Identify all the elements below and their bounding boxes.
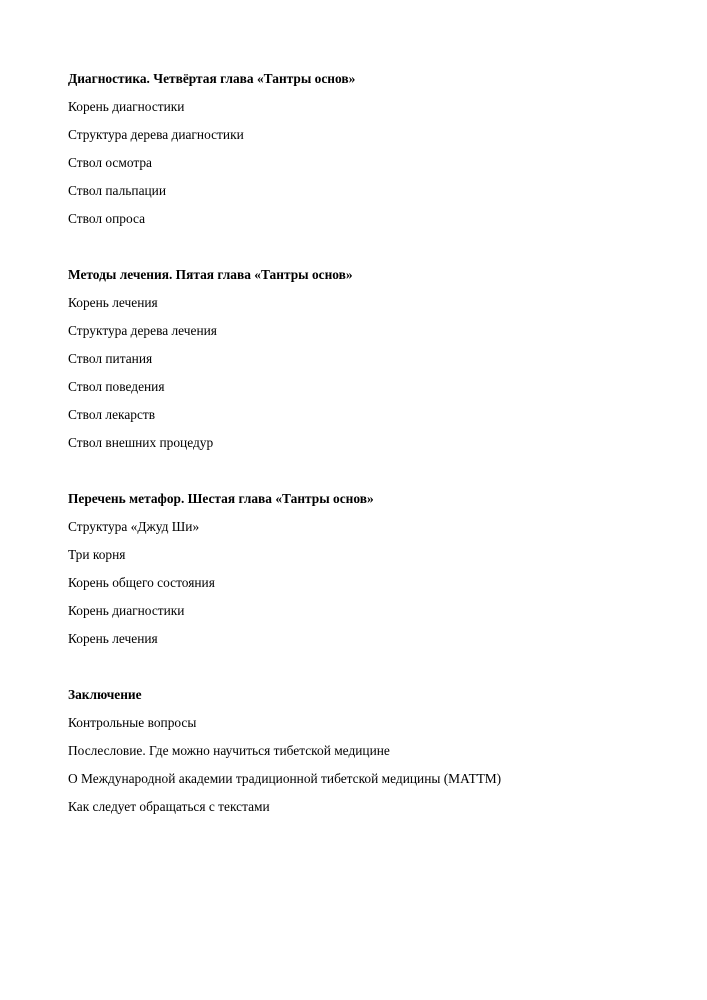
toc-item: Структура дерева диагностики	[68, 127, 244, 142]
section-heading: Диагностика. Четвёртая глава «Тантры основ»	[68, 71, 356, 86]
toc-item: Корень диагностики	[68, 99, 185, 114]
toc-item: Структура дерева лечения	[68, 323, 217, 338]
toc-item: Ствол внешних процедур	[68, 435, 214, 450]
toc-item: Ствол питания	[68, 351, 153, 366]
toc-item: Ствол осмотра	[68, 155, 153, 170]
toc-item: Корень лечения	[68, 631, 158, 646]
section-conclusion	[68, 681, 668, 821]
toc-item: Ствол поведения	[68, 379, 165, 394]
toc-item: Корень общего состояния	[68, 575, 215, 590]
toc-item: Контрольные вопросы	[68, 715, 197, 730]
section-treatment-methods	[68, 261, 668, 457]
toc-item: Ствол лекарств	[68, 407, 156, 422]
toc-item: Корень лечения	[68, 295, 158, 310]
toc-item: Структура «Джуд Ши»	[68, 519, 200, 534]
toc-item: Как следует обращаться с текстами	[68, 799, 270, 814]
toc-item: Послесловие. Где можно научиться тибетской медицине	[68, 743, 390, 758]
section-heading: Заключение	[68, 687, 142, 702]
document-page	[68, 65, 668, 821]
toc-item: Три корня	[68, 547, 126, 562]
section-metaphors	[68, 485, 668, 653]
toc-item: Ствол опроса	[68, 211, 146, 226]
section-heading: Перечень метафор. Шестая глава «Тантры основ»	[68, 491, 374, 506]
toc-item: О Международной академии традиционной тибетской медицины (МАТТМ)	[68, 771, 502, 786]
section-diagnostics	[68, 65, 668, 233]
section-heading: Методы лечения. Пятая глава «Тантры основ»	[68, 267, 353, 282]
toc-item: Корень диагностики	[68, 603, 185, 618]
toc-item: Ствол пальпации	[68, 183, 167, 198]
